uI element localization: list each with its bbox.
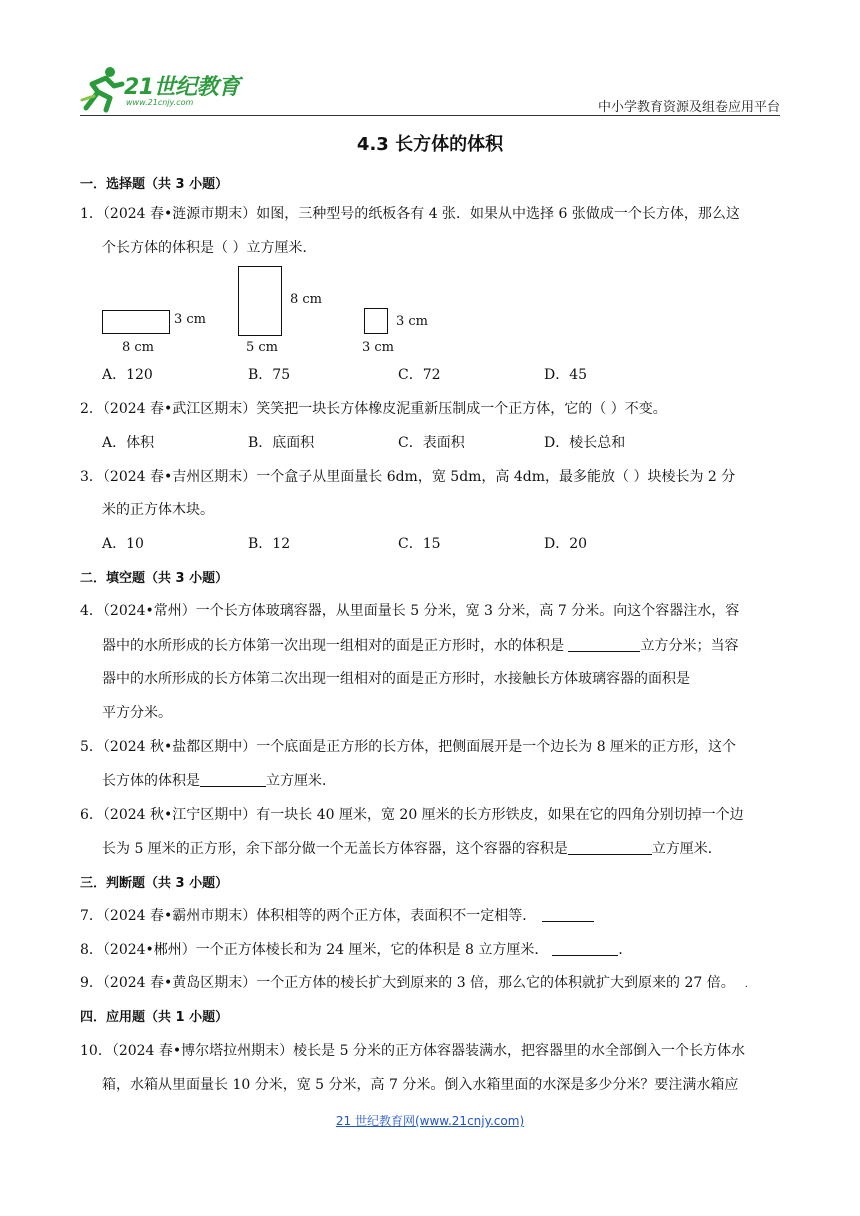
page-title: 4.3 长方体的体积 [356,134,504,155]
page-header [80,62,780,120]
q5-line-1: 5．（2024 秋•盐都区期中）一个底面是正方形的长方体，把侧面展开是一个边长为 8 厘米的正方形，这个 [80,739,737,755]
q6-line-2b: 立方厘米． [651,841,722,857]
q9-line [80,972,748,992]
q1-figure [96,262,436,358]
rect-8x3-height-label: 3 cm [174,312,207,327]
q1-option-b[interactable]: B．75 [248,367,291,383]
q5-line-2b: 立方厘米． [266,773,336,789]
q5-line-2a: 长方体的体积是 [102,773,200,789]
rect-5x8-height-label: 8 cm [290,292,323,307]
q8-blank[interactable] [552,942,618,956]
q6-line-2a: 长为 5 厘米的正方形，余下部分做一个无盖长方体容器，这个容器的容积是 [102,841,568,857]
q10-line-1: 10．（2024 春•博尔塔拉州期末）棱长是 5 分米的正方体容器装满水，把容器里的水全部倒入一个长方体水 [80,1043,745,1059]
logo [80,62,260,114]
q3-option-d[interactable]: D．20 [544,536,588,552]
q3-option-c[interactable]: C．15 [398,536,441,552]
q1-line-1: 1．（2024 春•涟源市期末）如图，三种型号的纸板各有 4 张．如果从中选择 6 张做成一个长方体，那么这 [80,206,740,222]
rect-8x3-width-label: 8 cm [122,340,155,355]
q4-line-1: 4．（2024•常州）一个长方体玻璃容器，从里面量长 5 分米，宽 3 分米，高 7 分米。向这个容器注水，容 [80,603,740,619]
rect-8x3 [102,310,170,334]
q7-blank[interactable] [542,908,594,922]
q1-option-c[interactable]: C．72 [398,367,441,383]
square-3x3 [364,308,388,334]
section-heading-judge: 三．判断题（共 3 小题） [80,876,229,891]
section-heading-choice: 一．选择题（共 3 小题） [80,177,229,192]
q2-option-d[interactable]: D．棱长总和 [544,435,626,451]
q5-line-2 [102,770,336,790]
q5-blank[interactable] [200,773,266,787]
q3-option-b[interactable]: B．12 [248,536,291,552]
q9-text: 9．（2024 春•黄岛区期末）一个正方体的棱长扩大到原来的 3 倍，那么它的体积就扩大到原来的 27 倍。 [80,975,735,991]
q1-option-a[interactable]: A．120 [102,367,153,383]
q4-line-2a: 器中的水所形成的长方体第一次出现一组相对的面是正方形时，水的体积是 [102,638,569,654]
q2-option-c[interactable]: C．表面积 [398,435,465,451]
footer-link[interactable]: 21 世纪教育网(www.21cnjy.com) [335,1114,525,1128]
q4-line-2 [102,635,738,655]
q4-line-3: 器中的水所形成的长方体第二次出现一组相对的面是正方形时，水接触长方体玻璃容器的面积是 [102,671,690,687]
platform-name: 中小学教育资源及组卷应用平台 [597,100,780,115]
q6-line-2 [102,838,722,858]
q7-line [80,905,594,925]
q8-end: ． [618,942,633,958]
q6-line-1: 6．（2024 秋•江宁区期中）有一块长 40 厘米，宽 20 厘米的长方形铁皮，如果在它的四角分别切掉一个边 [80,807,744,823]
logo-subtext: www.21cnjy.com [126,98,194,107]
q1-line-2: 个长方体的体积是（ ）立方厘米． [102,240,317,256]
header-divider [80,115,780,116]
q8-text: 8．（2024•郴州）一个正方体棱长和为 24 厘米，它的体积是 8 立方厘米． [80,942,549,958]
q2-line-1: 2．（2024 春•武江区期末）笑笑把一块长方体橡皮泥重新压制成一个正方体，它的（ ）不变。 [80,401,667,417]
q2-option-b[interactable]: B．底面积 [248,435,315,451]
q10-line-2: 箱，水箱从里面量长 10 分米，宽 5 分米，高 7 分米。倒入水箱里面的水深是多少分米？要注满水箱应 [102,1077,739,1093]
q2-option-a[interactable]: A．体积 [102,435,155,451]
section-heading-application: 四．应用题（共 1 小题） [80,1010,229,1025]
rect-5x8-width-label: 5 cm [246,340,279,355]
q4-line-4: 平方分米。 [102,705,172,721]
q1-option-d[interactable]: D．45 [544,367,588,383]
square-3x3-height-label: 3 cm [396,314,429,329]
q4-line-2b: 立方分米；当容 [640,638,739,654]
section-heading-fill: 二．填空题（共 3 小题） [80,571,229,586]
logo-text: 21世纪教育 [124,75,240,100]
runner-logo-icon [80,62,126,114]
q7-text: 7．（2024 春•霸州市期末）体积相等的两个正方体，表面积不一定相等． [80,908,537,924]
q3-line-1: 3．（2024 春•吉州区期末）一个盒子从里面量长 6dm，宽 5dm，高 4dm，最多能放（ ）块棱长为 2 分 [80,469,736,485]
q4-blank-1[interactable] [568,638,640,652]
square-3x3-width-label: 3 cm [362,340,395,355]
q8-line [80,939,632,959]
q3-line-2: 米的正方体木块。 [102,502,214,518]
q9-end: . [744,979,748,990]
rect-5x8 [238,266,282,336]
q6-blank[interactable] [568,841,652,855]
q3-option-a[interactable]: A．10 [102,536,144,552]
